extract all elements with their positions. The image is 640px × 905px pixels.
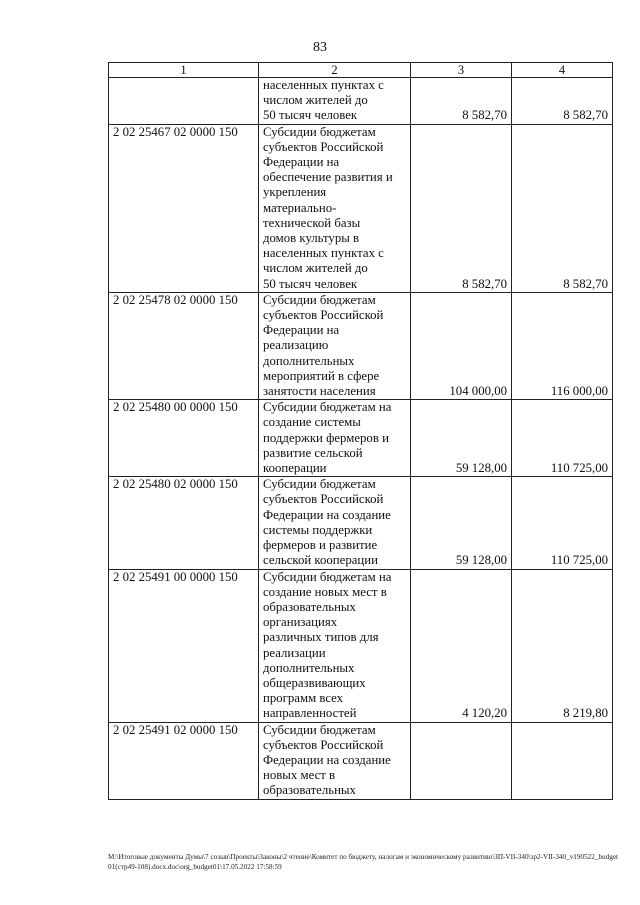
description: Субсидии бюджетам субъектов Российской Федерации на реализацию дополнительных мероприятий в сфере занятости населения [259,292,411,399]
header-col-3: 3 [411,63,512,78]
budget-code: 2 02 25491 02 0000 150 [109,722,259,799]
table-row [109,722,613,799]
description: Субсидии бюджетам субъектов Российской Федерации на создание системы поддержки фермеров и развитие сельской кооперации [259,477,411,569]
table-row [109,124,613,292]
amount-col-3: 104 000,00 [411,292,512,399]
description: Субсидии бюджетам на создание новых мест в образовательных организациях различных типов для реализации дополнительных общеразвивающих программ всех направленностей [259,569,411,722]
amount-col-3: 4 120,20 [411,569,512,722]
header-col-2: 2 [259,63,411,78]
amount-col-3: 59 128,00 [411,477,512,569]
page-number: 83 [313,40,327,55]
amount-col-4 [512,722,613,799]
amount-col-3: 8 582,70 [411,78,512,125]
amount-col-4: 8 582,70 [512,78,613,125]
description: Субсидии бюджетам на создание системы поддержки фермеров и развитие сельской кооперации [259,400,411,477]
description: населенных пунктах с числом жителей до 50 тысяч человек [259,78,411,125]
budget-code: 2 02 25478 02 0000 150 [109,292,259,399]
amount-col-3: 59 128,00 [411,400,512,477]
description: Субсидии бюджетам субъектов Российской Федерации на создание новых мест в образовательных [259,722,411,799]
amount-col-4: 8 219,80 [512,569,613,722]
amount-col-4: 8 582,70 [512,124,613,292]
amount-col-4: 116 000,00 [512,292,613,399]
table-header-row [109,63,613,78]
budget-code: 2 02 25491 00 0000 150 [109,569,259,722]
budget-code: 2 02 25480 00 0000 150 [109,400,259,477]
amount-col-3 [411,722,512,799]
amount-col-4: 110 725,00 [512,400,613,477]
budget-code: 2 02 25480 02 0000 150 [109,477,259,569]
header-col-1: 1 [109,63,259,78]
amount-col-3: 8 582,70 [411,124,512,292]
table-row [109,477,613,569]
description: Субсидии бюджетам субъектов Российской Федерации на обеспечение развития и укрепления материально- технической базы домов культуры в населенных пунктах с числом жителей до 50 тысяч человек [259,124,411,292]
amount-col-4: 110 725,00 [512,477,613,569]
file-path-footer: M:\Итоговые документы Думы\7 созыв\Проекты\Законы\2 чтение\Комитет по бюджету, налогам и экономическому развитию\ЗП-VII-340\зр2-VII-340_v190522_budget01(стр49-108).docx.doc\org_budget01\17.05.2022 17:58:59 [108,853,619,871]
table-row [109,78,613,125]
header-col-4: 4 [512,63,613,78]
table-row [109,569,613,722]
budget-code [109,78,259,125]
table-row [109,400,613,477]
budget-code: 2 02 25467 02 0000 150 [109,124,259,292]
budget-table [108,62,613,800]
table-row [109,292,613,399]
